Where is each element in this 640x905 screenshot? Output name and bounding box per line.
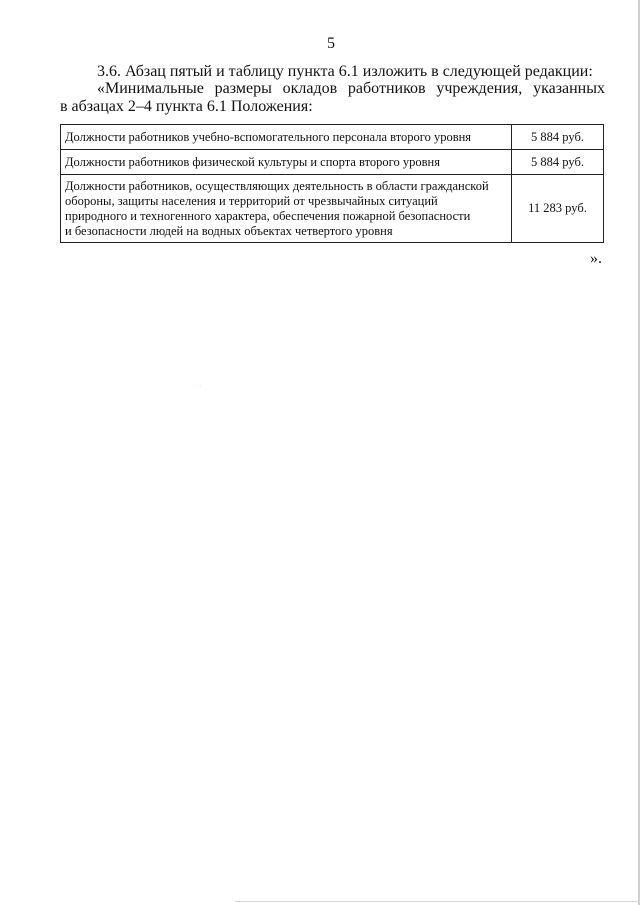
position-line: и безопасности людей на водных объектах четвертого уровня — [65, 223, 393, 238]
table-row — [61, 150, 604, 175]
position-cell: Должности работников физической культуры и спорта второго уровня — [61, 150, 512, 175]
amount-cell: 5 884 руб. — [512, 150, 604, 175]
amount-cell: 11 283 руб. — [512, 175, 604, 243]
salary-table — [60, 124, 604, 243]
position-line: Должности работников, осуществляющих деятельность в области гражданской — [65, 178, 489, 193]
scan-speck: · · — [196, 384, 202, 390]
position-line: природного и техногенного характера, обеспечения пожарной безопасности — [65, 208, 471, 223]
paragraph-quote-continuation: в абзацах 2–4 пункта 6.1 Положения: — [60, 98, 313, 115]
position-cell — [61, 175, 512, 243]
closing-quote-mark: ». — [590, 250, 602, 267]
scan-edge-bottom — [235, 901, 640, 902]
position-cell: Должности работников учебно-вспомогательного персонала второго уровня — [61, 125, 512, 150]
table-row — [61, 125, 604, 150]
table-row — [61, 175, 604, 243]
paragraph-amendment-instruction: 3.6. Абзац пятый и таблицу пункта 6.1 изложить в следующей редакции: — [97, 63, 593, 80]
page-number: 5 — [327, 35, 335, 52]
paragraph-quote-opening: «Минимальные размеры окладов работников учреждения, указанных — [97, 80, 605, 97]
amount-cell: 5 884 руб. — [512, 125, 604, 150]
position-line: обороны, защиты населения и территорий от чрезвычайных ситуаций — [65, 193, 438, 208]
